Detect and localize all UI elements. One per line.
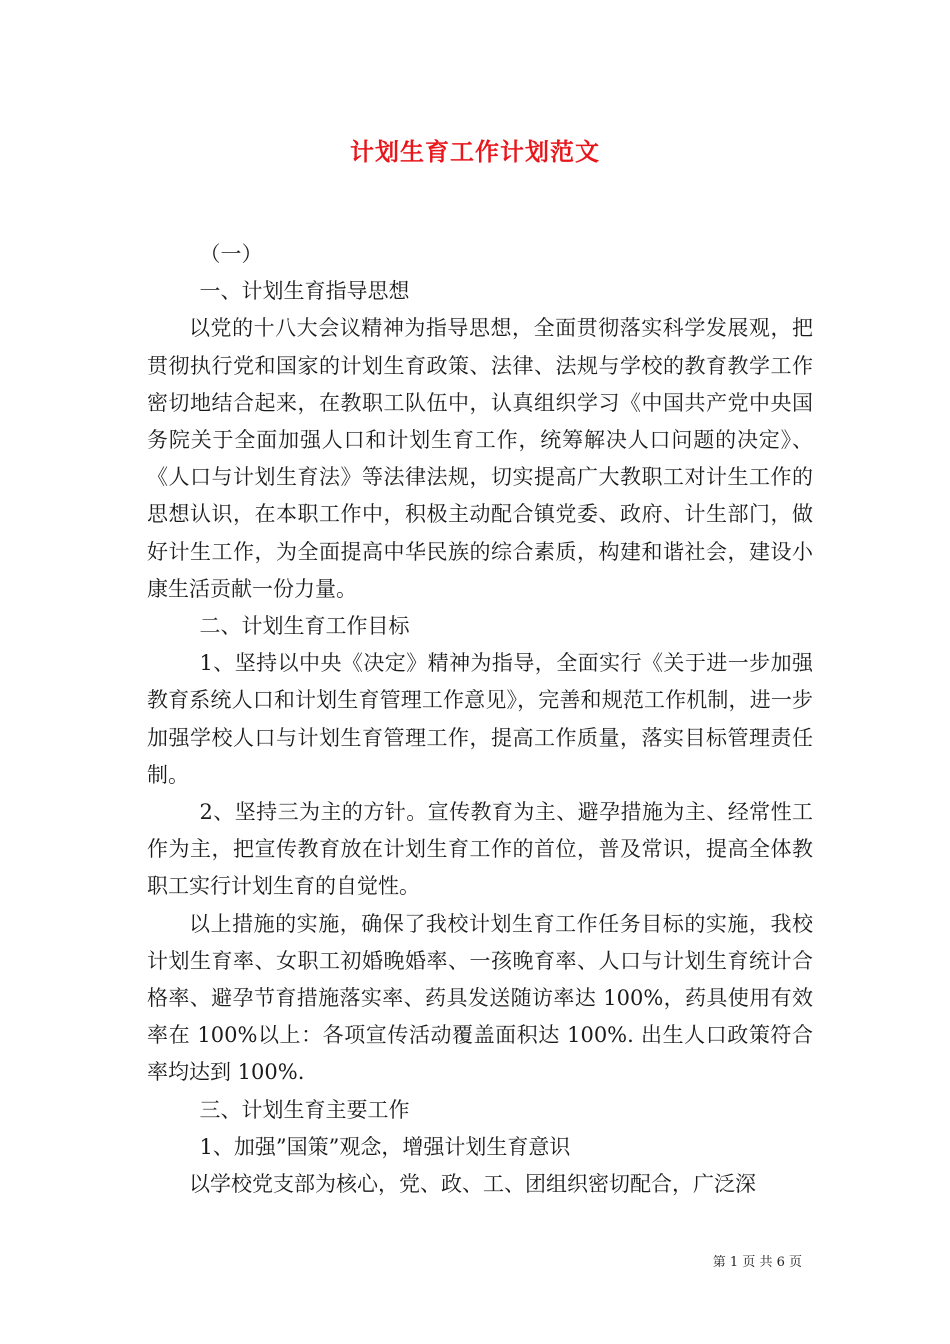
subsection-heading-1: 1、加强”国策”观念，增强计划生育意识 bbox=[199, 1134, 571, 1159]
paragraph-work-1: 以学校党支部为核心，党、政、工、团组织密切配合，广泛深 bbox=[189, 1172, 756, 1197]
paragraph-results: 以上措施的实施，确保了我校计划生育工作任务目标的实施，我校计划生育率、女职工初婚晚婚率、一孩晚育率、人口与计划生育统计合格率、避孕节育措施落实率、药具发送随访率达 100%，药具使用有效率在 100%以上：各项宣传活动覆盖面积达 100%. 出生人口政策符合率均达到 100%. bbox=[147, 911, 813, 1085]
section-heading-3: 三、计划生育主要工作 bbox=[199, 1097, 410, 1122]
page-number: 第 1 页 共 6 页 bbox=[712, 1255, 802, 1270]
document-body bbox=[147, 236, 813, 1203]
paragraph-guiding-thought: 以党的十八大会议精神为指导思想，全面贯彻落实科学发展观，把贯彻执行党和国家的计划生育政策、法律、法规与学校的教育教学工作密切地结合起来，在教职工队伍中，认真组织学习《中国共产党中央国务院关于全面加强人口和计划生育工作，统筹解决人口问题的决定》、《人口与计划生育法》等法律法规，切实提高广大教职工对计生工作的思想认识，在本职工作中，积极主动配合镇党委、政府、计生部门，做好计生工作，为全面提高中华民族的综合素质，构建和谐社会，建设小康生活贡献一份力量。 bbox=[147, 316, 813, 601]
paragraph-goal-1: 1、坚持以中央《决定》精神为指导，全面实行《关于进一步加强教育系统人口和计划生育管理工作意见》，完善和规范工作机制，进一步加强学校人口与计划生育管理工作，提高工作质量，落实目标管理责任制。 bbox=[147, 651, 813, 787]
section-heading-1: 一、计划生育指导思想 bbox=[199, 279, 410, 304]
section-heading-2: 二、计划生育工作目标 bbox=[199, 614, 410, 639]
document-title: 计划生育工作计划范文 bbox=[350, 137, 600, 166]
paragraph-goal-2: 2、坚持三为主的方针。宣传教育为主、避孕措施为主、经常性工作为主，把宣传教育放在计划生育工作的首位，普及常识，提高全体教职工实行计划生育的自觉性。 bbox=[147, 800, 813, 899]
section-marker: （一） bbox=[199, 242, 263, 266]
